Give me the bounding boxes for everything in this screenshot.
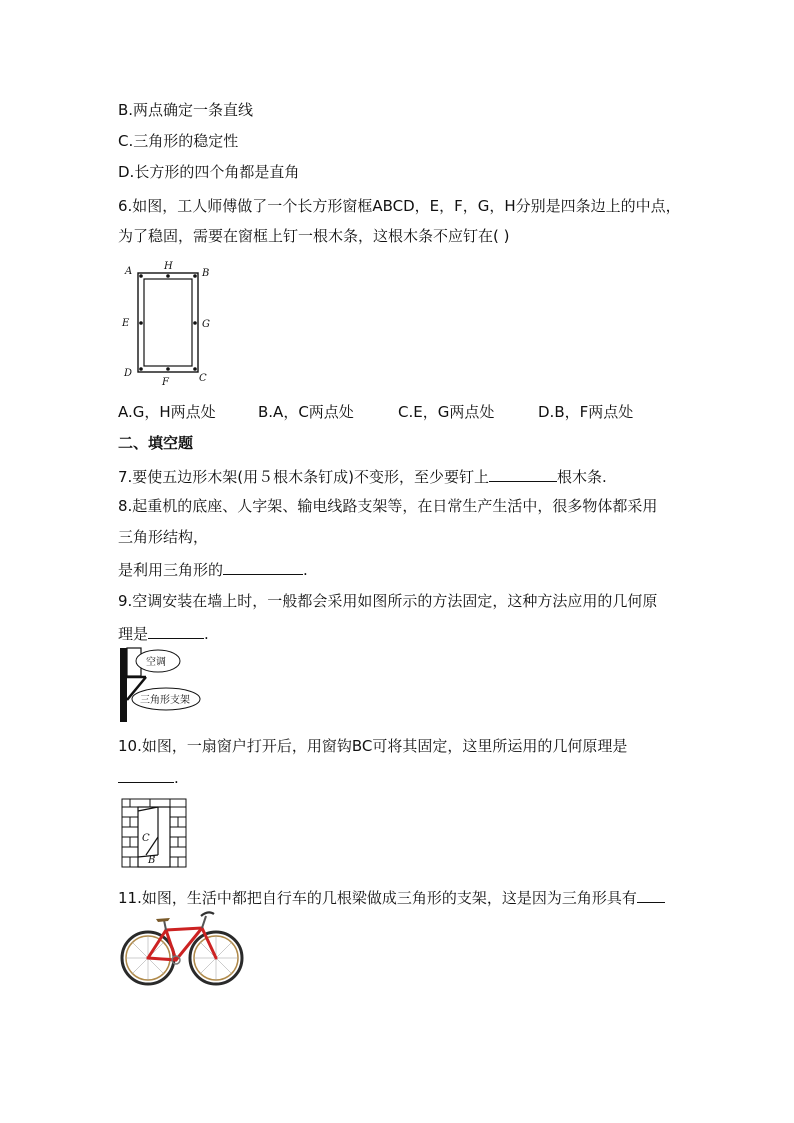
saddle xyxy=(156,918,170,922)
point-g xyxy=(193,321,197,325)
q7-text-before: 7.要使五边形木架(用５根木条钉成)不变形，至少要钉上 xyxy=(118,468,490,486)
q8-text-before: 是利用三角形的 xyxy=(118,561,224,579)
handlebar xyxy=(201,912,214,916)
air-conditioner-figure xyxy=(118,646,206,724)
point-f xyxy=(166,367,170,371)
point-b xyxy=(193,274,197,278)
q6-option-c: C.E，G两点处 xyxy=(398,403,495,421)
handlebar-stem xyxy=(202,916,206,928)
q9-text-before: 理是 xyxy=(118,625,149,643)
q7-text-after: 根木条. xyxy=(557,468,607,486)
frame-outer xyxy=(138,273,198,372)
label-d: D xyxy=(124,368,133,379)
q10-line1: 10.如图，一扇窗户打开后，用窗钩BC可将其固定，这里所运用的几何原理是 xyxy=(118,737,628,755)
point-d xyxy=(139,367,143,371)
ac-label: 空调 xyxy=(146,657,166,668)
label-b: B xyxy=(148,855,156,866)
label-c: C xyxy=(142,833,150,844)
option-b: B.两点确定一条直线 xyxy=(118,101,254,119)
point-h xyxy=(166,274,170,278)
label-b: B xyxy=(202,268,210,279)
q8-line2: 三角形结构， xyxy=(118,528,209,546)
q6-option-b: B.A，C两点处 xyxy=(258,403,354,421)
label-f: F xyxy=(162,377,169,388)
frame-inner xyxy=(144,279,192,366)
wall xyxy=(120,648,127,722)
option-c: C.三角形的稳定性 xyxy=(118,132,239,150)
section-heading: 二、填空题 xyxy=(118,434,194,452)
q9-line1: 9.空调安装在墙上时，一般都会采用如图所示的方法固定，这种方法应用的几何原 xyxy=(118,592,658,610)
window-hook-figure xyxy=(120,797,188,869)
q8-answer-blank[interactable] xyxy=(223,558,303,575)
label-g: G xyxy=(202,319,210,330)
q6-line1: 6.如图，工人师傅做了一个长方形窗框ABCD，E，F，G，H分别是四条边上的中点， xyxy=(118,197,681,215)
option-d: D.长方形的四个角都是直角 xyxy=(118,163,300,181)
label-h: H xyxy=(164,261,173,272)
q10-text-after: . xyxy=(174,769,179,787)
q6-option-a: A.G，H两点处 xyxy=(118,403,216,421)
q6-line2: 为了稳固，需要在窗框上钉一根木条，这根木条不应钉在( ) xyxy=(118,227,510,245)
point-e xyxy=(139,321,143,325)
bicycle-figure xyxy=(118,906,246,988)
q8-line3 xyxy=(118,558,308,580)
q9-line2 xyxy=(118,622,209,644)
q7-answer-blank[interactable] xyxy=(489,465,557,482)
seat-post xyxy=(164,920,166,930)
q11-text-before: 11.如图，生活中都把自行车的几根梁做成三角形的支架，这是因为三角形具有 xyxy=(118,889,637,907)
window-frame-figure xyxy=(118,258,218,390)
label-c: C xyxy=(199,373,207,384)
point-c xyxy=(193,367,197,371)
q9-answer-blank[interactable] xyxy=(148,622,204,639)
q11-answer-blank[interactable] xyxy=(637,886,665,903)
q9-text-after: . xyxy=(204,625,209,643)
label-a: A xyxy=(125,266,133,277)
q7 xyxy=(118,465,607,487)
q8-text-after: . xyxy=(303,561,308,579)
q6-option-d: D.B，F两点处 xyxy=(538,403,634,421)
q10-answer-blank[interactable] xyxy=(118,766,174,783)
q10-line2 xyxy=(118,766,179,788)
bracket-label: 三角形支架 xyxy=(140,695,190,706)
point-a xyxy=(139,274,143,278)
q8-line1: 8.起重机的底座、人字架、输电线路支架等，在日常生产生活中，很多物体都采用 xyxy=(118,497,658,515)
q11-line1 xyxy=(118,886,665,908)
label-e: E xyxy=(122,318,130,329)
